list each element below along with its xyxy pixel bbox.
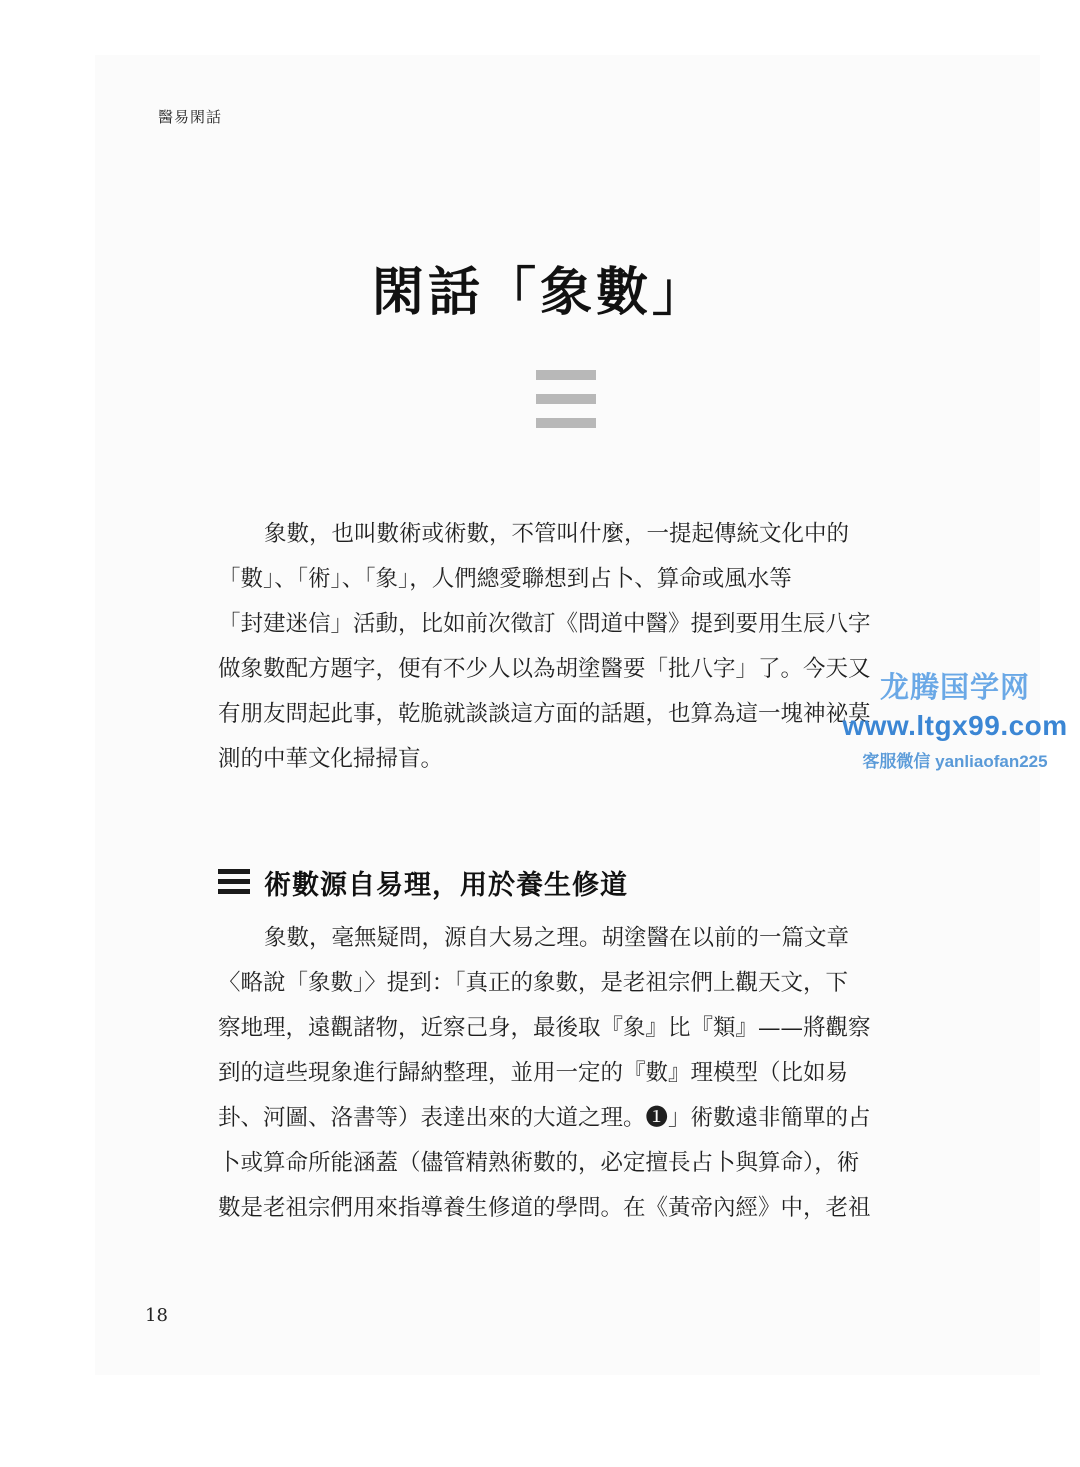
intro-paragraph: [218, 512, 918, 782]
section-paragraph: [218, 916, 918, 1231]
section-heading: [218, 860, 628, 904]
watermark-site-name: 龙腾国学网: [879, 672, 1030, 704]
text-line: 象數，毫無疑問，源自大易之理。胡塗醫在以前的一篇文章: [264, 925, 850, 951]
watermark-contact: 客服微信 yanliaofan225: [862, 752, 1048, 771]
page-number: 18: [145, 1305, 168, 1326]
watermark: [830, 668, 1080, 780]
text-line: 「封建迷信」活動，比如前次徵訂《問道中醫》提到要用生辰八字: [218, 611, 871, 637]
text-line: 數是老祖宗們用來指導養生修道的學問。在《黃帝內經》中，老祖: [218, 1195, 871, 1221]
trigram-heading-icon: [218, 869, 250, 895]
text-line: 卦、河圖、洛書等）表達出來的大道之理。❶」術數遠非簡單的占: [218, 1105, 871, 1131]
text-line: 「數」、「術」、「象」，人們總愛聯想到占卜、算命或風水等: [218, 566, 792, 592]
text-line: 有朋友問起此事，乾脆就談談這方面的話題，也算為這一塊神祕莫: [218, 701, 871, 727]
text-line: 象數，也叫數術或術數，不管叫什麼，一提起傳統文化中的: [264, 521, 850, 547]
chapter-title: 閑話「象數」: [371, 262, 708, 323]
text-line: 〈略說「象數」〉提到：「真正的象數，是老祖宗們上觀天文，下: [218, 970, 849, 996]
text-line: 做象數配方題字，便有不少人以為胡塗醫要「批八字」了。今天又: [218, 656, 871, 682]
text-line: 到的這些現象進行歸納整理，並用一定的『數』理模型（比如易: [218, 1060, 849, 1086]
section-title: 術數源自易理，用於養生修道: [264, 869, 628, 901]
running-head: 醫易閑話: [158, 108, 223, 126]
trigram-ornament-icon: [536, 370, 596, 430]
watermark-url: www.ltgx99.com: [842, 710, 1068, 741]
text-line: 察地理，遠觀諸物，近察己身，最後取『象』比『類』——將觀察: [218, 1015, 871, 1041]
text-line: 卜或算命所能涵蓋（儘管精熟術數的，必定擅長占卜與算命），術: [218, 1150, 860, 1176]
text-line: 測的中華文化掃掃盲。: [218, 746, 444, 772]
